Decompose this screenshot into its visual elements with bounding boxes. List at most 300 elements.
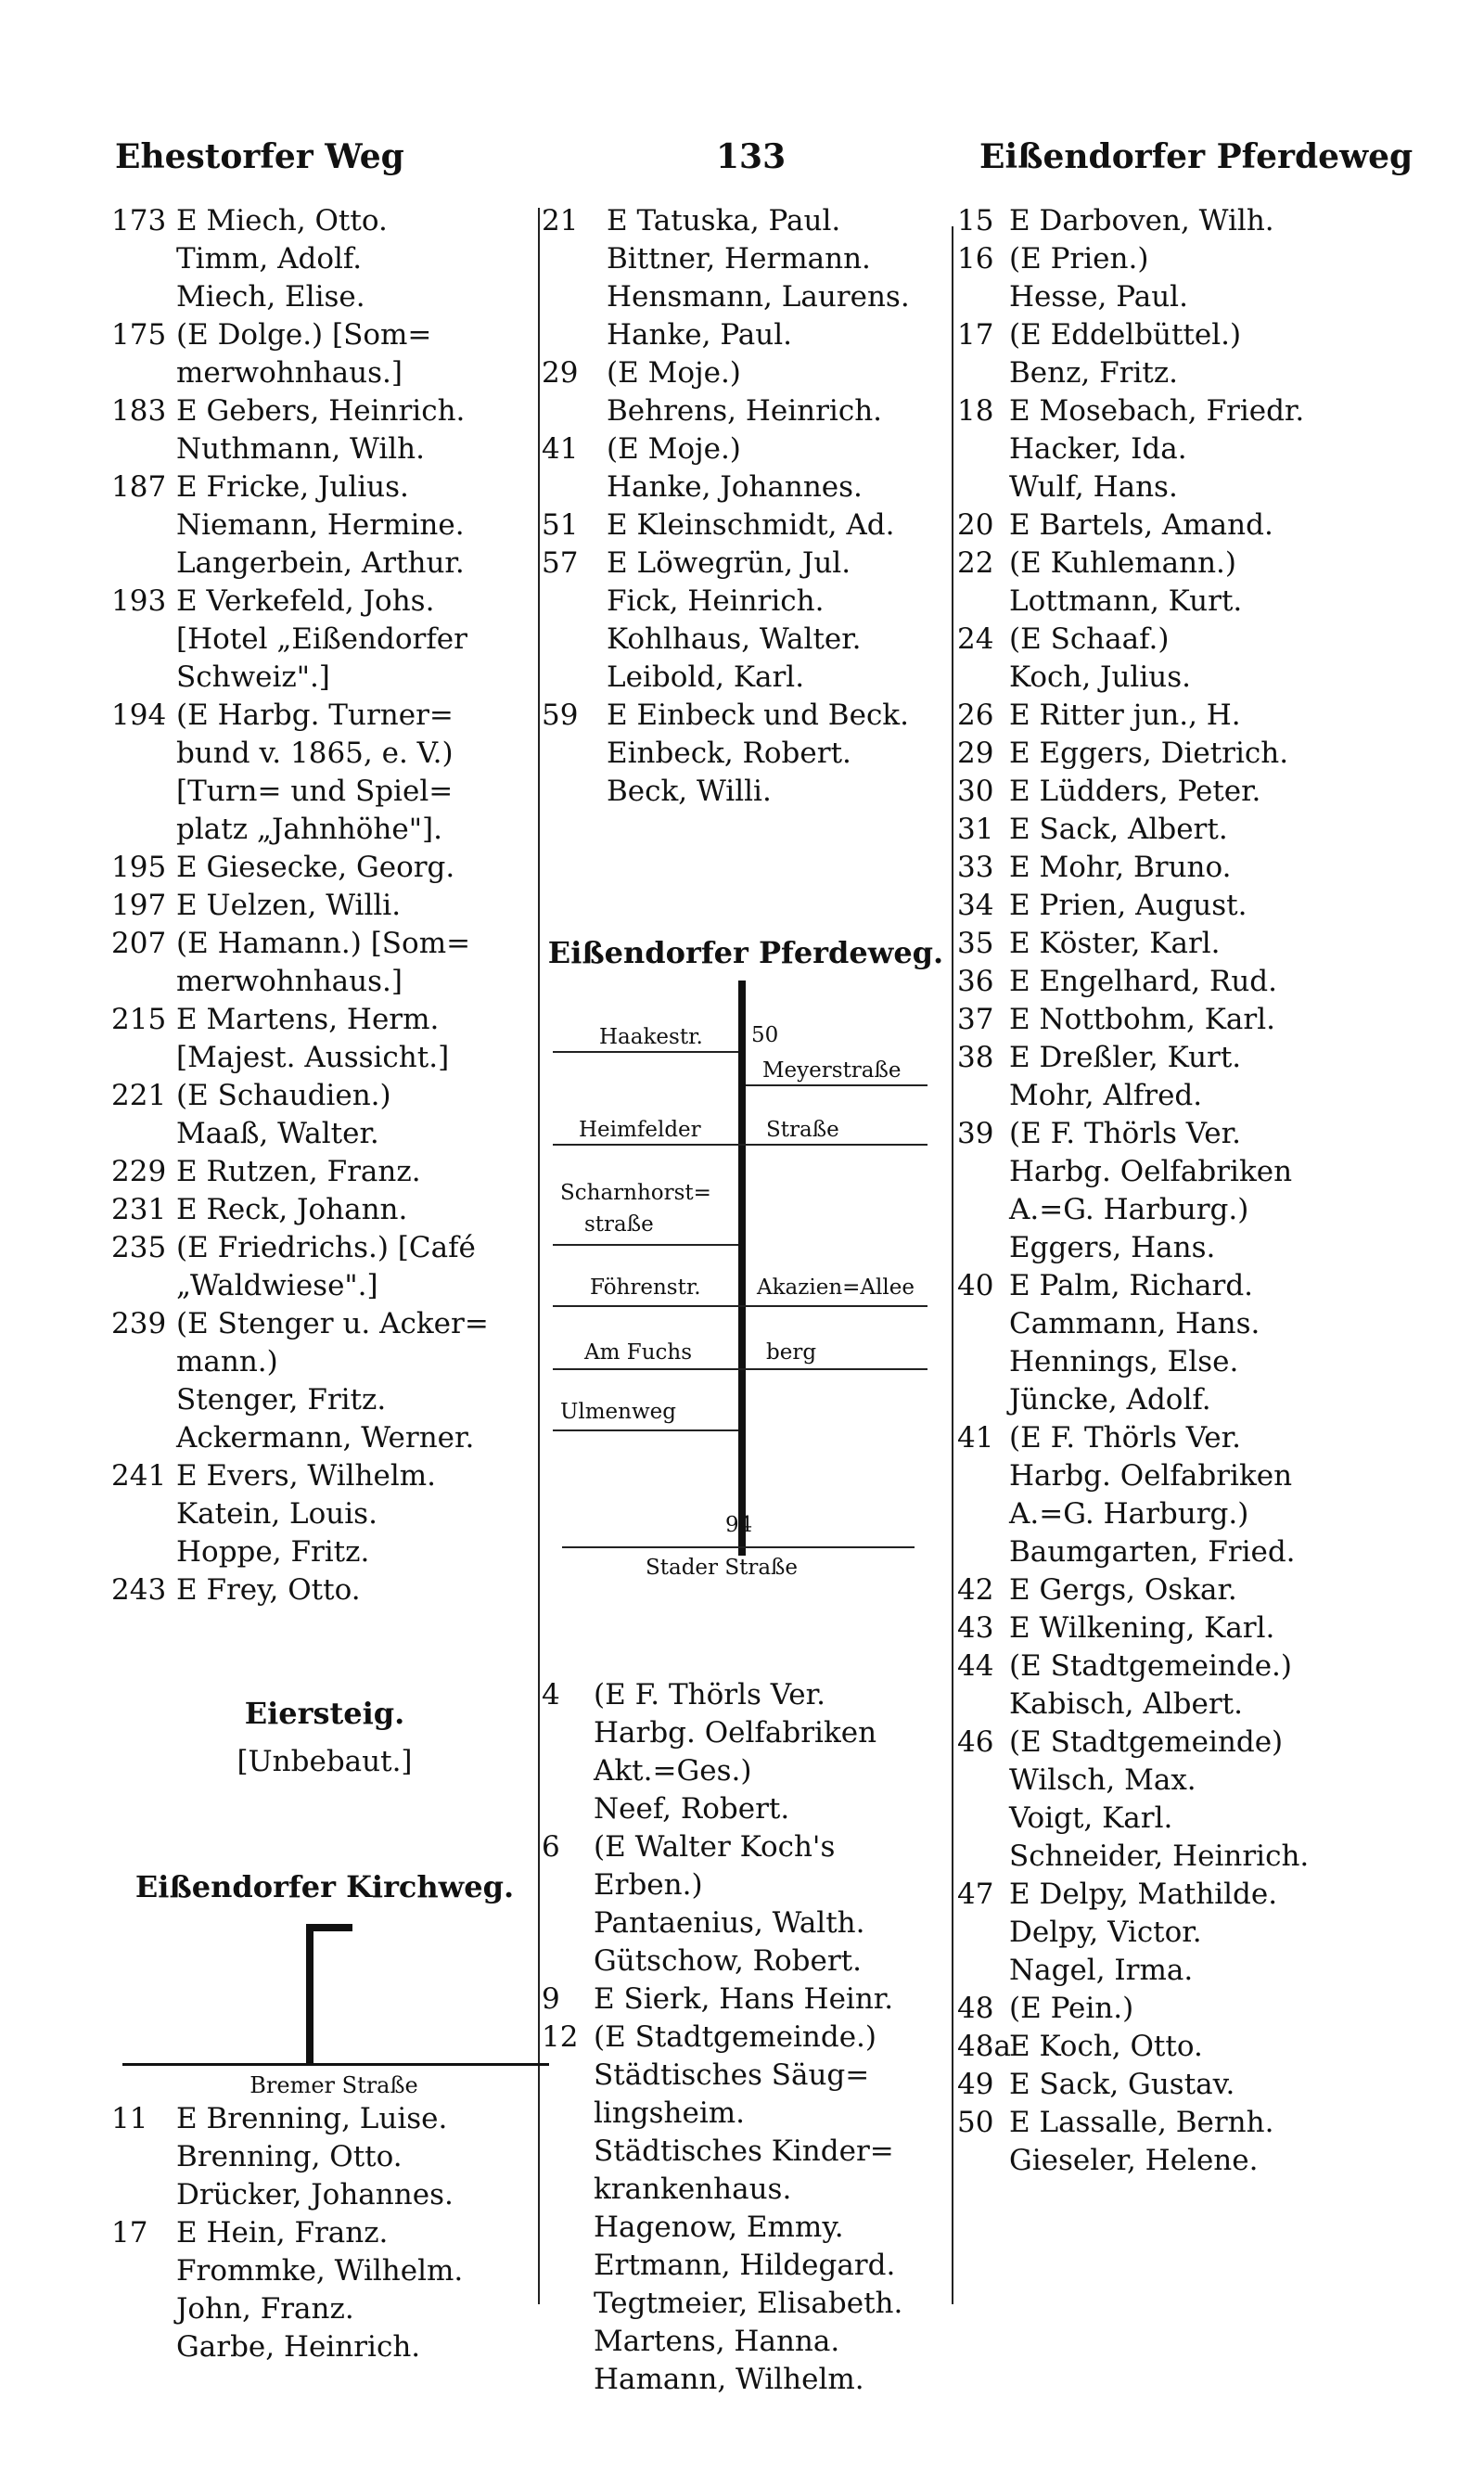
directory-line bbox=[542, 545, 950, 583]
directory-line bbox=[542, 1752, 950, 1790]
resident-text: merwohnhaus.] bbox=[176, 356, 403, 390]
resident-text: E Hein, Franz. bbox=[176, 2216, 389, 2250]
house-number: 49 bbox=[957, 2068, 994, 2101]
resident-text: Hamann, Wilhelm. bbox=[594, 2363, 864, 2396]
directory-line bbox=[111, 1495, 538, 1533]
directory-line bbox=[957, 1724, 1375, 1762]
directory-line bbox=[111, 430, 538, 468]
resident-text: [Majest. Aussicht.] bbox=[176, 1041, 450, 1074]
map-road-bremer bbox=[122, 2063, 549, 2066]
directory-line bbox=[957, 1001, 1375, 1039]
directory-line bbox=[957, 1495, 1375, 1533]
resident-text: Fick, Heinrich. bbox=[607, 584, 825, 618]
directory-line bbox=[111, 1381, 538, 1419]
directory-line bbox=[957, 430, 1375, 468]
resident-text: (E Moje.) bbox=[607, 432, 741, 466]
kirchweg-entries-continued bbox=[542, 202, 950, 811]
directory-line bbox=[542, 316, 950, 354]
column-3 bbox=[957, 202, 1375, 2180]
resident-text: E Lassalle, Bernh. bbox=[1009, 2106, 1274, 2139]
directory-line bbox=[542, 1790, 950, 1828]
house-number: 59 bbox=[542, 699, 579, 732]
resident-text: E Miech, Otto. bbox=[176, 204, 388, 237]
directory-line bbox=[957, 1571, 1375, 1609]
directory-line bbox=[542, 2209, 950, 2247]
resident-text: Benz, Fritz. bbox=[1009, 356, 1179, 390]
resident-text: platz „Jahnhöhe"]. bbox=[176, 813, 442, 846]
resident-text: A.=G. Harburg.) bbox=[1009, 1497, 1249, 1531]
house-number: 48 bbox=[957, 1992, 994, 2025]
resident-text: Koch, Julius. bbox=[1009, 660, 1191, 694]
resident-text: Maaß, Walter. bbox=[176, 1117, 379, 1150]
directory-line bbox=[957, 240, 1375, 278]
resident-text: (E Eddelbüttel.) bbox=[1009, 318, 1242, 352]
directory-line bbox=[111, 392, 538, 430]
house-number: 41 bbox=[957, 1421, 994, 1455]
resident-text: Cammann, Hans. bbox=[1009, 1307, 1260, 1340]
resident-text: E Engelhard, Rud. bbox=[1009, 965, 1278, 998]
directory-line bbox=[111, 240, 538, 278]
directory-line bbox=[542, 1980, 950, 2019]
resident-text: mann.) bbox=[176, 1345, 278, 1378]
kirchweg-entries bbox=[111, 2100, 538, 2366]
directory-line bbox=[957, 506, 1375, 545]
resident-text: Städtisches Kinder= bbox=[594, 2134, 894, 2168]
house-number: 34 bbox=[957, 889, 994, 922]
directory-line bbox=[957, 887, 1375, 925]
resident-text: „Waldwiese".] bbox=[176, 1269, 378, 1302]
directory-line bbox=[111, 1153, 538, 1191]
resident-text: (E Kuhlemann.) bbox=[1009, 546, 1237, 580]
house-number: 22 bbox=[957, 546, 994, 580]
house-number: 33 bbox=[957, 851, 994, 884]
resident-text: Katein, Louis. bbox=[176, 1497, 377, 1531]
directory-line bbox=[542, 506, 950, 545]
directory-line bbox=[111, 773, 538, 811]
resident-text: E Giesecke, Georg. bbox=[176, 851, 455, 884]
directory-line bbox=[542, 202, 950, 240]
resident-text: Schneider, Heinrich. bbox=[1009, 1839, 1310, 1873]
resident-text: E Reck, Johann. bbox=[176, 1193, 408, 1226]
directory-line bbox=[957, 735, 1375, 773]
directory-line bbox=[957, 2104, 1375, 2142]
directory-line bbox=[542, 735, 950, 773]
resident-text: (E Dolge.) [Som= bbox=[176, 318, 432, 352]
resident-text: Nagel, Irma. bbox=[1009, 1954, 1194, 1987]
resident-text: E Uelzen, Willi. bbox=[176, 889, 402, 922]
house-number: 173 bbox=[111, 204, 167, 237]
resident-text: Martens, Hanna. bbox=[594, 2325, 840, 2358]
house-number: 48a bbox=[957, 2030, 1011, 2063]
section-title-eissendorfer-kirchweg: Eißendorfer Kirchweg. bbox=[134, 1869, 515, 1904]
directory-line bbox=[542, 2247, 950, 2285]
resident-text: (E Schaaf.) bbox=[1009, 622, 1170, 656]
directory-line bbox=[957, 1609, 1375, 1647]
house-number: 50 bbox=[957, 2106, 994, 2139]
resident-text: John, Franz. bbox=[176, 2292, 354, 2326]
map-label-bremer-strasse: Bremer Straße bbox=[249, 2072, 418, 2098]
directory-line bbox=[542, 697, 950, 735]
resident-text: Hanke, Paul. bbox=[607, 318, 793, 352]
house-number: 38 bbox=[957, 1041, 994, 1074]
map-road-stader-strasse bbox=[562, 1546, 915, 1548]
directory-line bbox=[111, 2138, 538, 2176]
directory-line bbox=[957, 1343, 1375, 1381]
resident-text: Kabisch, Albert. bbox=[1009, 1687, 1243, 1721]
map-road-haakestr bbox=[553, 1051, 738, 1053]
resident-text: E Lüdders, Peter. bbox=[1009, 775, 1261, 808]
directory-line bbox=[957, 1914, 1375, 1952]
house-number: 40 bbox=[957, 1269, 994, 1302]
directory-line bbox=[957, 1686, 1375, 1724]
house-number: 4 bbox=[542, 1678, 560, 1711]
directory-line bbox=[957, 1229, 1375, 1267]
resident-text: krankenhaus. bbox=[594, 2173, 792, 2206]
map-label-scharnhorst-2: straße bbox=[584, 1212, 654, 1237]
resident-text: (E Stadtgemeinde.) bbox=[594, 2020, 877, 2054]
resident-text: Hacker, Ida. bbox=[1009, 432, 1187, 466]
directory-line bbox=[957, 1039, 1375, 1077]
house-number: 239 bbox=[111, 1307, 167, 1340]
directory-line bbox=[111, 621, 538, 659]
house-number: 31 bbox=[957, 813, 994, 846]
house-number: 6 bbox=[542, 1830, 560, 1864]
house-number: 39 bbox=[957, 1117, 994, 1150]
directory-line bbox=[542, 659, 950, 697]
directory-line bbox=[542, 621, 950, 659]
resident-text: Brenning, Otto. bbox=[176, 2140, 403, 2173]
house-number: 29 bbox=[957, 737, 994, 770]
resident-text: Ackermann, Werner. bbox=[176, 1421, 475, 1455]
resident-text: E Prien, August. bbox=[1009, 889, 1247, 922]
directory-line bbox=[111, 925, 538, 963]
directory-line bbox=[111, 1571, 538, 1609]
directory-line bbox=[542, 468, 950, 506]
directory-line bbox=[111, 659, 538, 697]
directory-line bbox=[111, 811, 538, 849]
directory-line bbox=[542, 2095, 950, 2133]
resident-text: Eggers, Hans. bbox=[1009, 1231, 1216, 1264]
house-number: 29 bbox=[542, 356, 579, 390]
directory-line bbox=[957, 1952, 1375, 1990]
directory-line bbox=[957, 278, 1375, 316]
house-number: 17 bbox=[111, 2216, 148, 2250]
resident-text: Hanke, Johannes. bbox=[607, 470, 863, 504]
house-number: 36 bbox=[957, 965, 994, 998]
resident-text: (E Stadtgemeinde.) bbox=[1009, 1649, 1293, 1683]
resident-text: Bittner, Hermann. bbox=[607, 242, 871, 276]
directory-line bbox=[957, 2066, 1375, 2104]
house-number: 183 bbox=[111, 394, 167, 428]
house-number: 231 bbox=[111, 1193, 167, 1226]
directory-line bbox=[957, 849, 1375, 887]
resident-text: E Fricke, Julius. bbox=[176, 470, 409, 504]
resident-text: E Eggers, Dietrich. bbox=[1009, 737, 1289, 770]
resident-text: lingsheim. bbox=[594, 2096, 746, 2130]
directory-line bbox=[542, 1714, 950, 1752]
resident-text: A.=G. Harburg.) bbox=[1009, 1193, 1249, 1226]
house-number: 193 bbox=[111, 584, 167, 618]
resident-text: E Verkefeld, Johs. bbox=[176, 584, 435, 618]
map-label-stader-strasse: Stader Straße bbox=[646, 1556, 799, 1580]
directory-line bbox=[542, 2019, 950, 2057]
resident-text: Harbg. Oelfabriken bbox=[594, 1716, 877, 1750]
resident-text: E Ritter jun., H. bbox=[1009, 699, 1241, 732]
directory-line bbox=[542, 1866, 950, 1904]
house-number: 175 bbox=[111, 318, 167, 352]
header-left-street: Ehestorfer Weg bbox=[115, 137, 404, 176]
directory-line bbox=[111, 1115, 538, 1153]
house-number: 20 bbox=[957, 508, 994, 542]
column-1 bbox=[111, 202, 538, 2366]
resident-text: E Köster, Karl. bbox=[1009, 927, 1221, 960]
resident-text: E Gebers, Heinrich. bbox=[176, 394, 466, 428]
resident-text: Baumgarten, Fried. bbox=[1009, 1535, 1296, 1569]
map-road-ulmenweg bbox=[553, 1429, 738, 1431]
resident-text: E Mosebach, Friedr. bbox=[1009, 394, 1305, 428]
directory-line bbox=[111, 887, 538, 925]
directory-line bbox=[542, 773, 950, 811]
directory-line bbox=[957, 2142, 1375, 2180]
resident-text: Nuthmann, Wilh. bbox=[176, 432, 425, 466]
column-divider-left bbox=[538, 208, 540, 2304]
directory-line bbox=[542, 2323, 950, 2361]
resident-text: Neef, Robert. bbox=[594, 1792, 790, 1826]
resident-text: Mohr, Alfred. bbox=[1009, 1079, 1203, 1112]
directory-line bbox=[111, 1343, 538, 1381]
section-title-eiersteig: Eiersteig. bbox=[244, 1696, 405, 1731]
resident-text: Hesse, Paul. bbox=[1009, 280, 1188, 314]
resident-text: E Delpy, Mathilde. bbox=[1009, 1878, 1278, 1911]
kirchweg-street-map bbox=[111, 1924, 538, 2100]
directory-line bbox=[957, 1762, 1375, 1800]
resident-text: Wulf, Hans. bbox=[1009, 470, 1178, 504]
house-number: 43 bbox=[957, 1611, 994, 1645]
directory-line bbox=[111, 316, 538, 354]
resident-text: Stenger, Fritz. bbox=[176, 1383, 387, 1416]
house-number: 235 bbox=[111, 1231, 167, 1264]
directory-line bbox=[111, 545, 538, 583]
directory-line bbox=[111, 202, 538, 240]
resident-text: (E F. Thörls Ver. bbox=[1009, 1421, 1241, 1455]
directory-line bbox=[957, 583, 1375, 621]
directory-line bbox=[957, 1115, 1375, 1153]
directory-line bbox=[111, 2214, 538, 2252]
resident-text: Harbg. Oelfabriken bbox=[1009, 1155, 1293, 1188]
map-label-heimfelder: Heimfelder bbox=[579, 1118, 701, 1142]
header-right-street: Eißendorfer Pferdeweg bbox=[979, 137, 1414, 176]
resident-text: Ertmann, Hildegard. bbox=[594, 2249, 896, 2282]
resident-text: Hennings, Else. bbox=[1009, 1345, 1239, 1378]
house-number: 46 bbox=[957, 1725, 994, 1759]
directory-line bbox=[111, 1457, 538, 1495]
resident-text: (E F. Thörls Ver. bbox=[594, 1678, 825, 1711]
resident-text: (E Stenger u. Acker= bbox=[176, 1307, 489, 1340]
resident-text: Miech, Elise. bbox=[176, 280, 365, 314]
map-road-scharnhorststrasse bbox=[553, 1244, 738, 1246]
house-number: 215 bbox=[111, 1003, 167, 1036]
resident-text: Beck, Willi. bbox=[607, 775, 772, 808]
map-road-am-fuchsberg bbox=[553, 1368, 928, 1370]
directory-line bbox=[542, 2361, 950, 2399]
directory-line bbox=[111, 1077, 538, 1115]
directory-line bbox=[111, 1229, 538, 1267]
resident-text: Pantaenius, Walth. bbox=[594, 1906, 865, 1940]
house-number: 207 bbox=[111, 927, 167, 960]
house-number: 16 bbox=[957, 242, 994, 276]
resident-text: Einbeck, Robert. bbox=[607, 737, 851, 770]
resident-text: Hoppe, Fritz. bbox=[176, 1535, 370, 1569]
directory-line bbox=[957, 1876, 1375, 1914]
resident-text: Akt.=Ges.) bbox=[594, 1754, 752, 1788]
resident-text: E Evers, Wilhelm. bbox=[176, 1459, 437, 1493]
resident-text: (E Moje.) bbox=[607, 356, 741, 390]
resident-text: Wilsch, Max. bbox=[1009, 1763, 1196, 1797]
house-number: 30 bbox=[957, 775, 994, 808]
house-number: 51 bbox=[542, 508, 579, 542]
house-number: 21 bbox=[542, 204, 579, 237]
directory-line bbox=[111, 2176, 538, 2214]
house-number: 229 bbox=[111, 1155, 167, 1188]
resident-text: E Wilkening, Karl. bbox=[1009, 1611, 1275, 1645]
map-road-fohren-akazien bbox=[553, 1305, 928, 1307]
map-label-ulmenweg: Ulmenweg bbox=[560, 1400, 676, 1424]
directory-line bbox=[957, 659, 1375, 697]
eiersteig-note: [Unbebaut.] bbox=[237, 1745, 413, 1778]
resident-text: E Martens, Herm. bbox=[176, 1003, 440, 1036]
column-2 bbox=[542, 202, 950, 2399]
directory-line bbox=[111, 963, 538, 1001]
page-header bbox=[0, 130, 1484, 186]
map-label-haakestr: Haakestr. bbox=[599, 1025, 703, 1049]
resident-text: (E Friedrichs.) [Café bbox=[176, 1231, 476, 1264]
pferdeweg-entries bbox=[542, 1676, 950, 2399]
directory-line bbox=[542, 1904, 950, 1942]
map-label-berg: berg bbox=[766, 1340, 817, 1365]
section-title-eissendorfer-pferdeweg: Eißendorfer Pferdeweg. bbox=[547, 935, 944, 970]
house-number: 12 bbox=[542, 2020, 579, 2054]
directory-line bbox=[957, 1800, 1375, 1838]
resident-text: Harbg. Oelfabriken bbox=[1009, 1459, 1293, 1493]
directory-line bbox=[111, 354, 538, 392]
directory-line bbox=[957, 1191, 1375, 1229]
directory-line bbox=[957, 773, 1375, 811]
resident-text: E Nottbohm, Karl. bbox=[1009, 1003, 1275, 1036]
resident-text: Voigt, Karl. bbox=[1009, 1801, 1173, 1835]
resident-text: (E F. Thörls Ver. bbox=[1009, 1117, 1241, 1150]
resident-text: (E Prien.) bbox=[1009, 242, 1149, 276]
resident-text: E Einbeck und Beck. bbox=[607, 699, 909, 732]
resident-text: [Turn= und Spiel= bbox=[176, 775, 454, 808]
directory-line bbox=[542, 2057, 950, 2095]
pferdeweg-street-map bbox=[542, 981, 950, 1676]
directory-line bbox=[111, 1001, 538, 1039]
map-label-fohrenstr: Föhrenstr. bbox=[590, 1275, 701, 1300]
resident-text: Tegtmeier, Elisabeth. bbox=[594, 2287, 903, 2320]
directory-line bbox=[957, 1647, 1375, 1686]
resident-text: Hagenow, Emmy. bbox=[594, 2211, 844, 2244]
house-number: 195 bbox=[111, 851, 167, 884]
directory-line bbox=[957, 545, 1375, 583]
map-road-pferdeweg bbox=[738, 981, 746, 1556]
resident-text: E Koch, Otto. bbox=[1009, 2030, 1203, 2063]
resident-text: Garbe, Heinrich. bbox=[176, 2330, 421, 2364]
resident-text: E Sack, Gustav. bbox=[1009, 2068, 1235, 2101]
resident-text: Timm, Adolf. bbox=[176, 242, 363, 276]
resident-text: merwohnhaus.] bbox=[176, 965, 403, 998]
house-number: 194 bbox=[111, 699, 167, 732]
directory-line bbox=[957, 1457, 1375, 1495]
resident-text: (E Pein.) bbox=[1009, 1992, 1134, 2025]
directory-line bbox=[111, 849, 538, 887]
directory-line bbox=[111, 1533, 538, 1571]
directory-line bbox=[542, 240, 950, 278]
directory-line bbox=[957, 2028, 1375, 2066]
directory-line bbox=[542, 1676, 950, 1714]
house-number: 37 bbox=[957, 1003, 994, 1036]
ehestorfer-entries bbox=[111, 202, 538, 1609]
resident-text: E Sierk, Hans Heinr. bbox=[594, 1982, 894, 2016]
directory-line bbox=[542, 1828, 950, 1866]
map-road-kirchweg bbox=[306, 1924, 313, 2063]
map-label-am-fuchs: Am Fuchs bbox=[584, 1340, 692, 1365]
directory-line bbox=[111, 506, 538, 545]
house-number: 35 bbox=[957, 927, 994, 960]
directory-line bbox=[111, 278, 538, 316]
directory-line bbox=[111, 1267, 538, 1305]
directory-line bbox=[957, 697, 1375, 735]
resident-text: Hensmann, Laurens. bbox=[607, 280, 910, 314]
house-number: 15 bbox=[957, 204, 994, 237]
column-divider-right bbox=[952, 226, 953, 2304]
resident-text: Schweiz".] bbox=[176, 660, 330, 694]
directory-line bbox=[542, 2133, 950, 2171]
pferdeweg-entries-continued bbox=[957, 202, 1375, 2180]
resident-text: Frommke, Wilhelm. bbox=[176, 2254, 464, 2288]
directory-line bbox=[542, 278, 950, 316]
directory-line bbox=[957, 963, 1375, 1001]
resident-text: E Bartels, Amand. bbox=[1009, 508, 1273, 542]
directory-line bbox=[111, 2328, 538, 2366]
directory-line bbox=[542, 2171, 950, 2209]
resident-text: (E Walter Koch's bbox=[594, 1830, 836, 1864]
directory-line bbox=[111, 468, 538, 506]
directory-line bbox=[111, 1191, 538, 1229]
resident-text: Erben.) bbox=[594, 1868, 703, 1902]
directory-line bbox=[957, 202, 1375, 240]
page-number: 133 bbox=[716, 137, 787, 176]
directory-line bbox=[957, 392, 1375, 430]
resident-text: Langerbein, Arthur. bbox=[176, 546, 465, 580]
directory-line bbox=[957, 621, 1375, 659]
resident-text: E Palm, Richard. bbox=[1009, 1269, 1254, 1302]
resident-text: E Brenning, Luise. bbox=[176, 2102, 448, 2135]
map-label-strasse: Straße bbox=[766, 1118, 839, 1142]
directory-line bbox=[957, 1838, 1375, 1876]
resident-text: Gütschow, Robert. bbox=[594, 1944, 862, 1978]
resident-text: E Sack, Albert. bbox=[1009, 813, 1228, 846]
directory-line bbox=[111, 1305, 538, 1343]
directory-line bbox=[957, 1990, 1375, 2028]
resident-text: bund v. 1865, e. V.) bbox=[176, 737, 454, 770]
directory-line bbox=[111, 2100, 538, 2138]
house-number: 24 bbox=[957, 622, 994, 656]
resident-text: Behrens, Heinrich. bbox=[607, 394, 883, 428]
directory-line bbox=[111, 2252, 538, 2290]
house-number: 187 bbox=[111, 470, 167, 504]
resident-text: (E Stadtgemeinde) bbox=[1009, 1725, 1284, 1759]
resident-text: [Hotel „Eißendorfer bbox=[176, 622, 467, 656]
